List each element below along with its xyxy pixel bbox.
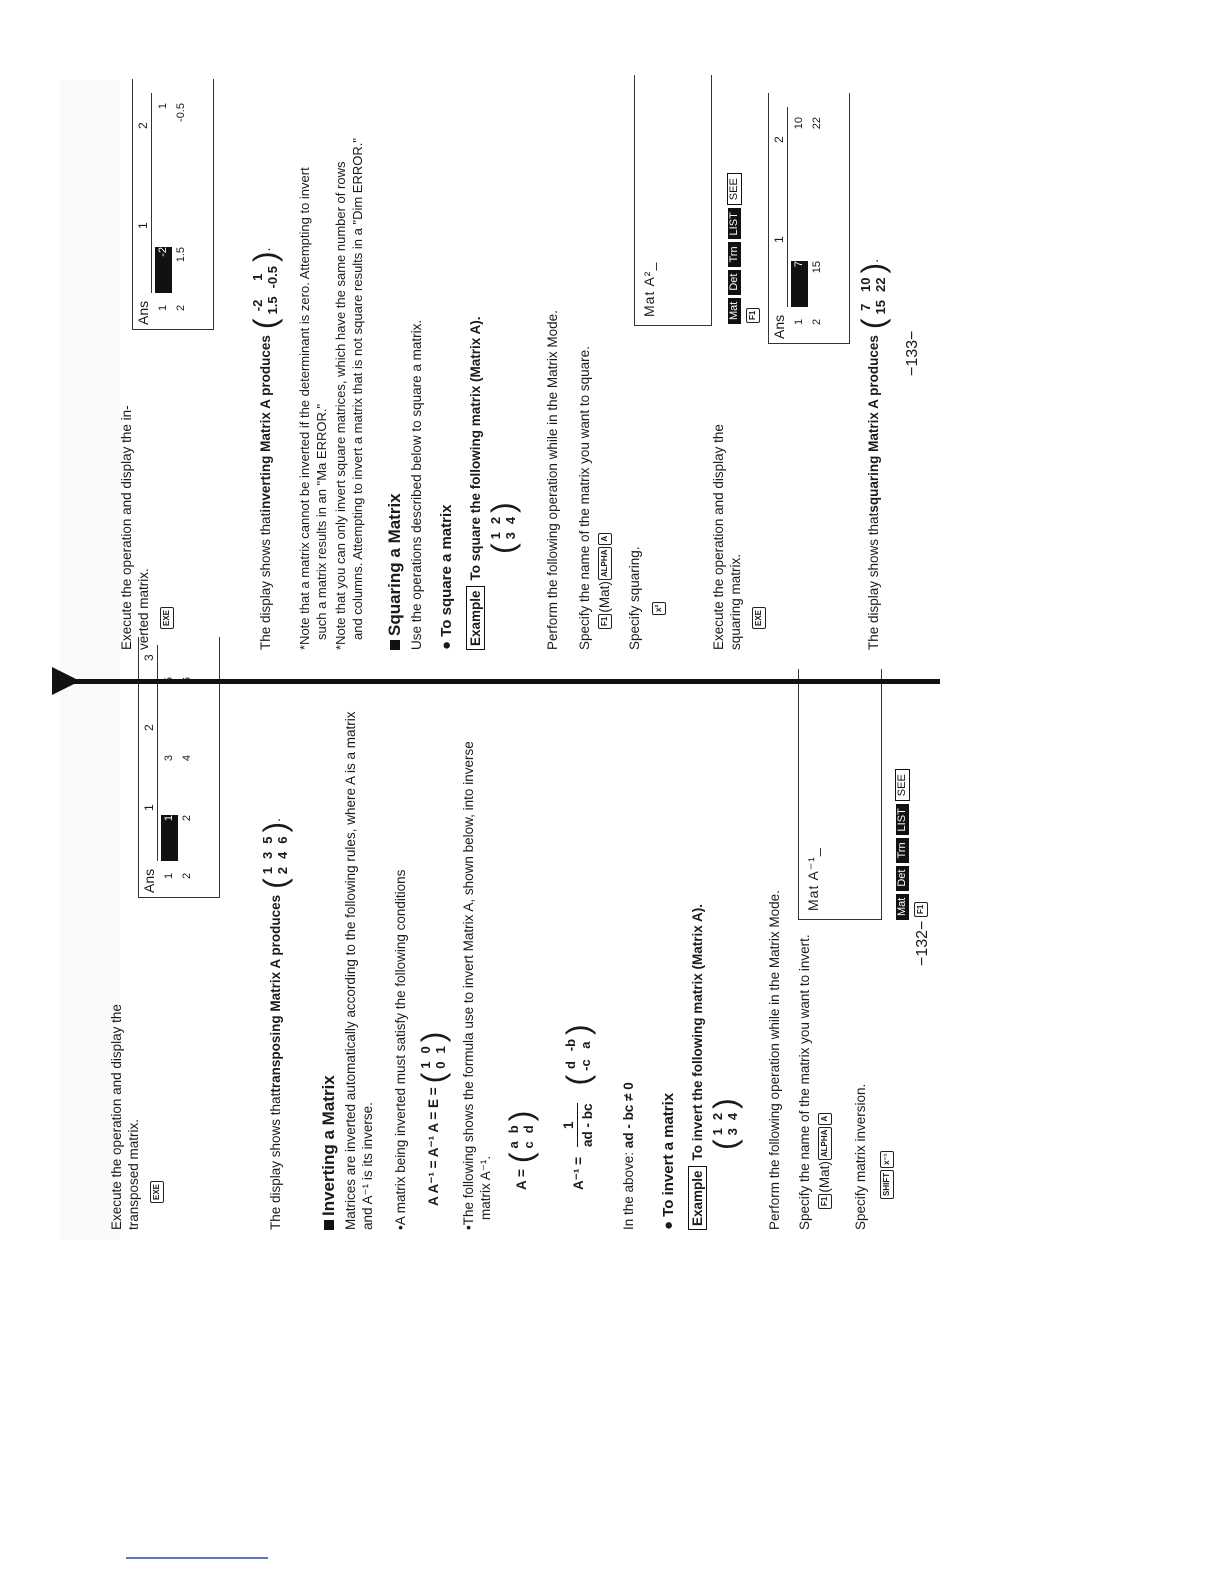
x-inverse-key[interactable]: x⁻¹ xyxy=(880,1151,894,1168)
specify-square-name: Specify the name of the matrix you want to square. xyxy=(577,346,592,650)
col-header-1: 1 xyxy=(142,804,156,811)
example-square-matrix: ( 1 2 3 4 ) xyxy=(485,502,521,554)
note-square-only: *Note that you can only invert square matrices, which have the same number of rows and columns. Attempting to invert a matrix that is not square results in a "Dim ERROR." xyxy=(333,138,365,650)
heading-inverting: Inverting a Matrix xyxy=(320,1075,337,1230)
square-paragraph: Use the operations described below to square a matrix. xyxy=(409,319,424,650)
bullet-formula: •The following shows the formula use to invert Matrix A, shown below, into inverse matrix A⁻¹. xyxy=(461,741,493,1230)
calc-screen-squared: Ans 1 2 1 2 7 10 15 22 xyxy=(768,93,850,344)
f1-label: F1 xyxy=(912,901,929,918)
scan-edge-line xyxy=(126,1557,268,1559)
specify-inversion-text: Specify matrix inversion. xyxy=(853,1083,868,1230)
page-number-133: −133− xyxy=(904,330,921,376)
calc-screen-square-entry: Mat A²_ xyxy=(634,75,712,326)
identity-equation: A A⁻¹ = A⁻¹ A = E = ( 1 0 0 1 ) xyxy=(415,1031,451,1206)
inverse-formula: A⁻¹ = 1 ad - bc ( d -b -c a ) xyxy=(560,1024,596,1190)
screen-ans-label: Ans xyxy=(141,868,157,893)
invert-result: The display shows that inverting Matrix A produces ( -2 1 1.5 -0.5 ) . xyxy=(247,247,283,650)
rotated-spread xyxy=(60,80,1000,1240)
function-menu-square: MatDetTrnLISTSEE xyxy=(724,170,742,324)
subheading-invert: ● To invert a matrix xyxy=(660,1092,677,1230)
calc-screen-inverse-entry xyxy=(798,669,882,920)
a-key[interactable]: A xyxy=(598,533,612,545)
function-menu xyxy=(892,766,910,920)
subheading-square: ● To square a matrix xyxy=(438,504,455,650)
transpose-matrix: ( 1 3 5 2 4 6 ) xyxy=(257,821,293,889)
col-header-3: 3 xyxy=(142,654,156,661)
row-label-2: 2 xyxy=(181,872,193,879)
col-header-2: 2 xyxy=(142,724,156,731)
execute-square: Execute the operation and display the squaring matrix. EXE xyxy=(710,424,767,650)
menu-see[interactable]: SEE xyxy=(895,769,910,801)
intro-line1: Execute the operation and display the xyxy=(109,1004,124,1230)
keys-squaring xyxy=(650,601,667,616)
intro-inverted: Execute the operation and display the in- verted matrix. EXE xyxy=(118,405,175,650)
calc-screen-inverted: Ans 1 2 1 2 -2 1 1.5 -0.5 xyxy=(132,79,214,330)
determinant-condition: In the above: ad - bc ≠ 0 xyxy=(621,1082,636,1230)
page-number-132: −132− xyxy=(914,920,931,966)
alpha-key[interactable]: ALPHA xyxy=(818,1127,832,1161)
keys-inversion xyxy=(878,1150,895,1200)
f1-key[interactable]: F1 xyxy=(598,614,612,629)
menu-mat[interactable]: Mat xyxy=(896,894,909,920)
alpha-key[interactable]: ALPHA xyxy=(598,547,612,581)
calc-screen-transposed xyxy=(138,637,220,898)
a-key[interactable]: A xyxy=(818,1113,832,1125)
intro-transpose xyxy=(108,1004,165,1230)
example-invert: ExampleTo invert the following matrix (Matrix A). xyxy=(688,904,707,1230)
heading-squaring: Squaring a Matrix xyxy=(386,493,403,650)
note-determinant: *Note that a matrix cannot be inverted if the determinant is zero. Attempting to invert such a matrix results in an "Ma ERROR." xyxy=(297,167,329,650)
intro-line2: transposed matrix. xyxy=(126,1118,141,1230)
perform-square-text: Perform the following operation while in the Matrix Mode. xyxy=(545,310,560,650)
menu-det[interactable]: Det xyxy=(896,866,909,891)
transpose-text-a: The display shows that xyxy=(267,1092,283,1230)
keys-square-name: F1(Mat)ALPHAA xyxy=(596,532,613,630)
bullet-conditions: •A matrix being inverted must satisfy the following conditions xyxy=(393,869,408,1230)
perform-text: Perform the following operation while in the Matrix Mode. xyxy=(767,890,782,1230)
example-label: Example xyxy=(688,1166,707,1230)
exe-key[interactable]: EXE xyxy=(752,607,766,629)
invert-paragraph: Matrices are inverted automatically according to the following rules, where A is a matrix and A⁻¹ is its inverse. xyxy=(343,711,375,1230)
menu-trn[interactable]: Trn xyxy=(896,838,909,862)
book-spine xyxy=(60,679,940,684)
cell-2-1: 2 xyxy=(181,815,193,822)
f1-label-square: F1 xyxy=(744,307,761,324)
row-label-1: 1 xyxy=(163,872,175,879)
screen-command-line: Mat A⁻¹_ xyxy=(805,847,821,911)
square-result: The display shows that squaring Matrix A produces ( 7 10 15 22 ) . xyxy=(855,259,891,650)
cell-2-2: 4 xyxy=(181,755,193,762)
shift-key[interactable]: SHIFT xyxy=(880,1170,894,1199)
spine-tip xyxy=(52,667,80,695)
keys-name: F1(Mat)ALPHAA xyxy=(816,1112,833,1210)
specify-name-text: Specify the name of the matrix you want to invert. xyxy=(797,934,812,1230)
specify-squaring: Specify squaring. xyxy=(627,546,642,650)
x-squared-key[interactable]: x² xyxy=(652,602,666,615)
exe-key[interactable]: EXE xyxy=(150,1181,164,1203)
cell-1-2: 3 xyxy=(163,755,175,762)
example-matrix: ( 1 2 3 4 ) xyxy=(707,1098,743,1150)
transpose-text-b: transposing Matrix A produces xyxy=(267,894,283,1093)
page-132 xyxy=(60,654,940,1230)
transpose-result: The display shows that transposing Matrix A produces ( 1 3 5 2 4 6 ) . xyxy=(257,818,293,1230)
menu-list[interactable]: LIST xyxy=(896,804,909,835)
exe-key[interactable]: EXE xyxy=(160,607,174,629)
matrix-a-def: A = ( a b c d ) xyxy=(503,1110,539,1190)
f1-key[interactable]: F1 xyxy=(818,1194,832,1209)
cell-1-1: 1 xyxy=(161,815,178,861)
page-133 xyxy=(60,103,940,650)
example-square: ExampleTo square the following matrix (Matrix A). xyxy=(466,316,485,650)
